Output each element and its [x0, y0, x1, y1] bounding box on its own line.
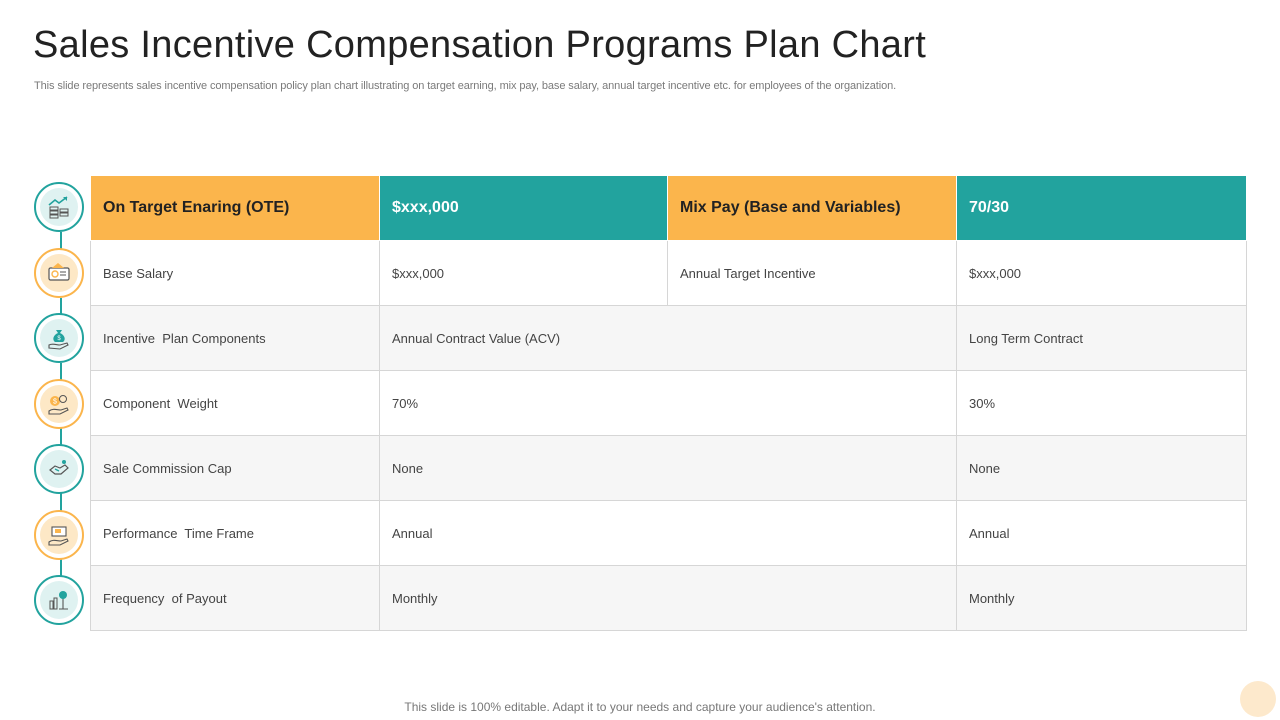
header-mix-pay-label: Mix Pay (Base and Variables)	[668, 176, 957, 241]
coin-exchange-icon	[34, 379, 84, 429]
cash-card-icon	[34, 248, 84, 298]
row-label: Frequency of Payout	[91, 566, 380, 631]
row-value: Annual	[957, 501, 1247, 566]
money-bag-hand-icon	[34, 313, 84, 363]
growth-plant-icon	[34, 575, 84, 625]
row-value: 30%	[957, 371, 1247, 436]
row-label: Annual Target Incentive	[668, 241, 957, 306]
row-value: Monthly	[380, 566, 957, 631]
table-header-row	[91, 176, 1247, 241]
row-label: Component Weight	[91, 371, 380, 436]
row-value: $xxx,000	[380, 241, 668, 306]
svg-text:$: $	[53, 398, 57, 406]
row-value: None	[380, 436, 957, 501]
table-row	[91, 371, 1247, 436]
compensation-plan-table	[90, 175, 1247, 631]
svg-text:$: $	[57, 336, 61, 342]
table-row	[91, 566, 1247, 631]
icon-column	[34, 182, 88, 632]
header-ote-label: On Target Enaring (OTE)	[91, 176, 380, 241]
row-value: 70%	[380, 371, 957, 436]
payment-laptop-hand-icon	[34, 510, 84, 560]
decorative-corner-circle	[1240, 681, 1276, 717]
money-stack-growth-icon	[34, 182, 84, 232]
handshake-hand-icon	[34, 444, 84, 494]
row-value: Long Term Contract	[957, 306, 1247, 371]
table-row	[91, 501, 1247, 566]
row-label: Sale Commission Cap	[91, 436, 380, 501]
table-row	[91, 241, 1247, 306]
page-title: Sales Incentive Compensation Programs Plan Chart	[33, 24, 927, 66]
page-subtitle: This slide represents sales incentive compensation policy plan chart illustrating on target earning, mix pay, base salary, annual target incentive etc. for employees of the organization.	[34, 80, 897, 92]
table-row	[91, 436, 1247, 501]
row-label: Base Salary	[91, 241, 380, 306]
header-ote-value: $xxx,000	[380, 176, 668, 241]
header-mix-pay-value: 70/30	[957, 176, 1247, 241]
row-value: Monthly	[957, 566, 1247, 631]
row-label: Incentive Plan Components	[91, 306, 380, 371]
row-label: Performance Time Frame	[91, 501, 380, 566]
row-value: None	[957, 436, 1247, 501]
row-value: Annual	[380, 501, 957, 566]
row-value: $xxx,000	[957, 241, 1247, 306]
row-value: Annual Contract Value (ACV)	[380, 306, 957, 371]
table-row	[91, 306, 1247, 371]
footer-note: This slide is 100% editable. Adapt it to your needs and capture your audience's attention.	[404, 700, 876, 714]
